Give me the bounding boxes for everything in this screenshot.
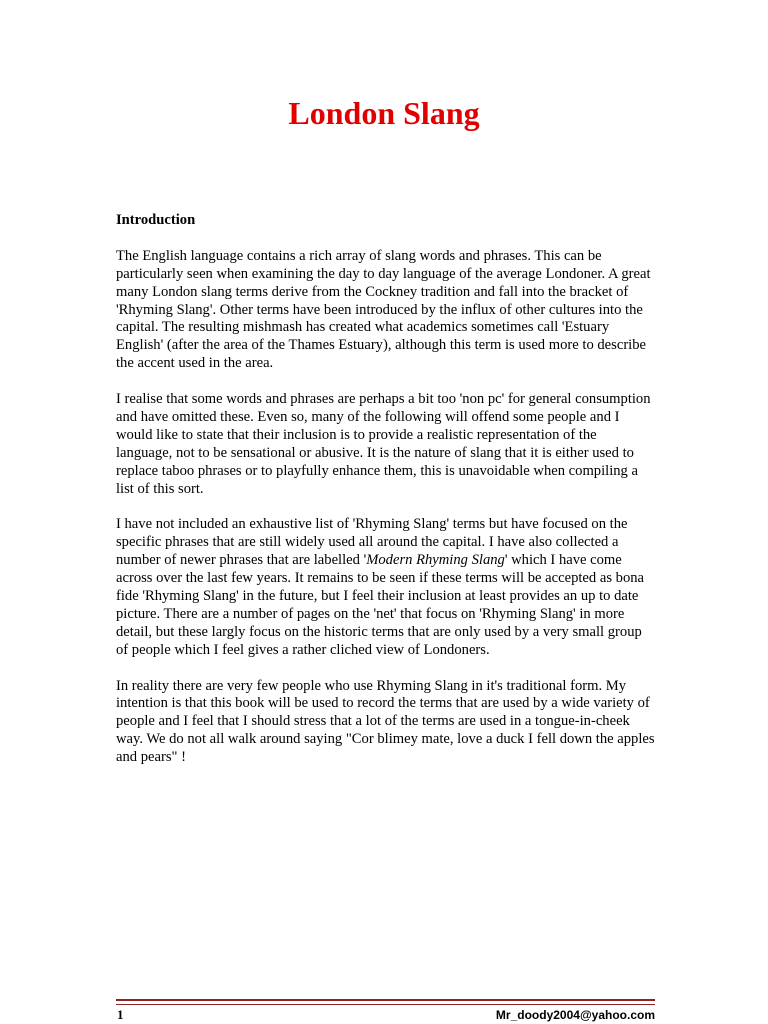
paragraph-3-italic-term: Modern Rhyming Slang (366, 552, 505, 569)
page-number: 1 (117, 1007, 124, 1022)
body-text (116, 212, 656, 785)
paragraph-2 (116, 391, 656, 498)
paragraph-3 (116, 516, 656, 659)
footer-rule-thick (116, 999, 655, 1001)
page-title: London Slang (288, 95, 480, 131)
author-email: Mr_doody2004@yahoo.com (495, 1008, 655, 1022)
paragraph-4-text: In reality there are very few people who use Rhyming Slang in it's traditional form. My intention is that this book will be used to record the terms that are used by a wide variety of people and I feel that I should stress that a lot of the terms are used in a tongue-in-cheek way. We do not all walk around saying "Cor blimey mate, love a duck I fell down the apples and pears" ! (116, 677, 655, 766)
paragraph-1 (116, 248, 656, 373)
footer-rule-thin (116, 1004, 655, 1005)
paragraph-1-text: The English language contains a rich array of slang words and phrases. This can be particularly seen when examining the day to day language of the average Londoner. A great many London slang terms derive from the Cockney tradition and fall into the bracket of 'Rhyming Slang'. Other terms have been introduced by the influx of other cultures into the capital. The resulting mishmash has created what academics sometimes call 'Estuary English' (after the area of the Thames Estuary), although this term is used more to describe the accent used in the area. (116, 247, 651, 372)
page-footer (116, 1007, 655, 1023)
paragraph-4 (116, 678, 656, 768)
section-heading: Introduction (116, 212, 196, 228)
paragraph-3-text-before: I have not included an exhaustive list of 'Rhyming Slang' terms but have focused on the specific phrases that are still widely used all around the capital. I have also collected a number of newer phrases that are labelled ' (116, 516, 628, 569)
paragraph-2-text: I realise that some words and phrases are perhaps a bit too 'non pc' for general consumption and have omitted these. Even so, many of the following will offend some people and I would like to state that their inclusion is to provide a realistic representation of the language, not to be sensational or abusive. It is the nature of slang that it is either used to replace taboo phrases or to playfully enhance them, this is unavoidable when compiling a list of this sort. (116, 391, 651, 497)
paragraph-3-text-after: ' which I have come across over the last few years. It remains to be seen if these terms will be accepted as bona fide 'Rhyming Slang' in the future, but I feel their inclusion at least provides an up to date picture. There are a number of pages on the 'net' that focus on 'Rhyming Slang' in more detail, but these largly focus on the historic terms that are only used by a very small group of people which I feel gives a rather cliched view of Londoners. (116, 552, 645, 658)
